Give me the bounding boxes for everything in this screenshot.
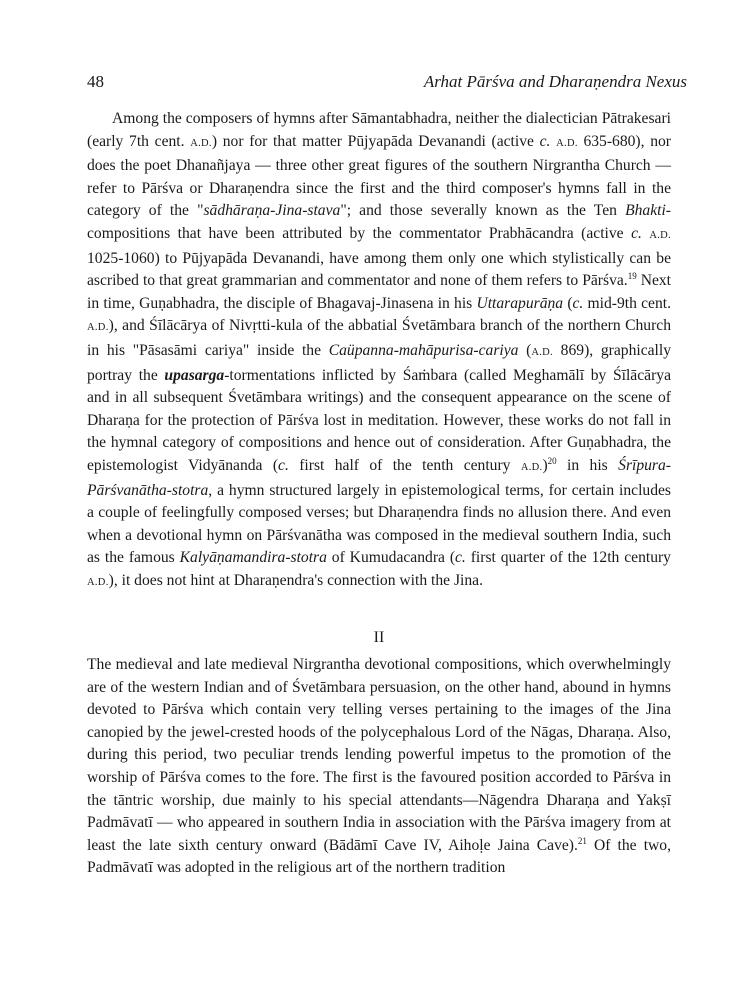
circa-abbrev: c. [572, 294, 584, 312]
era-abbrev: A.D. [520, 461, 543, 473]
text-run: -compositions that have been attributed by the commentator Prabhācandra (active [87, 202, 671, 242]
text-run: -tormentations inflicted by Śaṁbara (called Meghamālī by Śīlācārya and in all subsequent Śvetāmbara writings) and the consequent appearance on the scene of Dharaṇa for the protection of Pārśva lost in meditation. However, these works do not fall in the hymnal category of compositions and hence out of consideration. After Guṇabhadra, the epistemologist Vidyānanda ( [87, 366, 671, 474]
era-abbrev: A.D. [556, 137, 578, 149]
footnote-ref: 20 [547, 455, 557, 466]
circa-abbrev: c. [455, 549, 466, 567]
text-run: Of the two, Padmāvatī was adopted in the religious art of the northern tradition [87, 836, 671, 877]
title-italic: Bhakti [625, 202, 666, 220]
text-run: ) [542, 456, 548, 474]
era-abbrev: A.D. [531, 346, 553, 358]
footnote-ref: 19 [627, 270, 637, 281]
text-run: , a hymn structured largely in epistemological terms, for certain includes a couple of feelingfully composed verses; but Dharaṇendra finds no allusion there. And even when a devotional hymn on Pārśvanātha was composed in the medieval southern India, such as the famous [87, 481, 671, 567]
title-italic: sādhāraṇa-Jina-stava [203, 202, 341, 220]
title-italic: Kalyāṇamandira-stotra [179, 549, 327, 567]
text-run: 869), graphically portray the [87, 341, 672, 384]
circa-abbrev: c. [631, 224, 642, 242]
circa-abbrev: c. [539, 132, 551, 150]
text-run: of Kumudacandra ( [326, 549, 456, 567]
era-abbrev: A.D. [87, 322, 109, 334]
text-run: first quarter of the 12th century [465, 549, 671, 567]
text-run: The medieval and late medieval Nirgrantha devotional compositions, which overwhelmingly are of the western Indian and of Śvetāmbara persuasion, on the other hand, abound in hymns devoted to Pārśva which contain very telling verses pertaining to the images of the Jina canopied by the jewel-crested hoods of the polycephalous Lord of the Nāgas, Dharaṇa. Also, during this period, two peculiar trends lending powerful impetus to the promotion of the worship of Pārśva comes to the fore. The first is the favoured position accorded to Pārśva in the tāntric worship, due mainly to his special attendants—Nāgendra Dharaṇa and Yakṣī Padmāvatī — who appeared in southern India in association with the Pārśva imagery from at least the late sixth century onward (Bādāmī Cave IV, Aihoḷe Jaina Cave). [87, 656, 671, 854]
title-italic: Śrīpura-Pārśvanātha-stotra [87, 456, 671, 499]
term-italic: upasarga [164, 366, 225, 384]
text-run: ), it does not hint at Dharaṇendra's connection with the Jina. [108, 571, 483, 589]
title-italic: Uttarapurāṇa [476, 294, 564, 312]
text-run: Next in time, Guṇabhadra, the disciple of Bhagavaj-Jinasena in his [87, 272, 672, 312]
text-run: "; and those severally known as the Ten [340, 202, 626, 220]
text-run: in his [556, 456, 619, 474]
era-abbrev: A.D. [649, 229, 671, 241]
text-run: Among the composers of hymns after Sāmantabhadra, neither the dialectician Pātrakesari (early 7th cent. [87, 110, 671, 150]
text-run: ), and Śīlācārya of Nivṛtti-kula of the abbatial Śvetāmbara branch of the northern Church in his "Pāsasāmi cariya" inside the [87, 317, 671, 359]
page-header [87, 72, 687, 96]
text-run: mid-9th cent. [583, 294, 671, 312]
running-title: Arhat Pārśva and Dharaṇendra Nexus [423, 72, 687, 91]
text-run: ) nor for that matter Pūjyapāda Devanandi (active [211, 132, 540, 150]
circa-abbrev: c. [278, 456, 289, 474]
text-run: ( [563, 294, 573, 312]
text-run: 635-680), nor does the poet Dhanañjaya — three other great figures of the southern Nirgrantha Church — refer to Pārśva or Dharaṇendra since the first and the third composer's hymns fall in the category of the " [87, 132, 671, 220]
title-italic: Caüpanna-mahāpurisa-cariya [328, 341, 519, 359]
footnote-ref: 21 [577, 835, 587, 846]
text-run: ( [518, 341, 532, 359]
body-paragraph-1 [87, 108, 671, 594]
page-number: 48 [87, 72, 104, 91]
era-abbrev: A.D. [190, 137, 212, 149]
text-run: first half of the tenth century [288, 456, 521, 474]
era-abbrev: A.D. [87, 576, 109, 588]
text-run: 1025-1060) to Pūjyapāda Devanandi, have among them only one which stylistically can be ascribed to that great grammarian and commentator and none of them refers to Pārśva. [87, 249, 671, 290]
section-heading: II [373, 629, 385, 646]
body-paragraph-2 [87, 654, 671, 880]
